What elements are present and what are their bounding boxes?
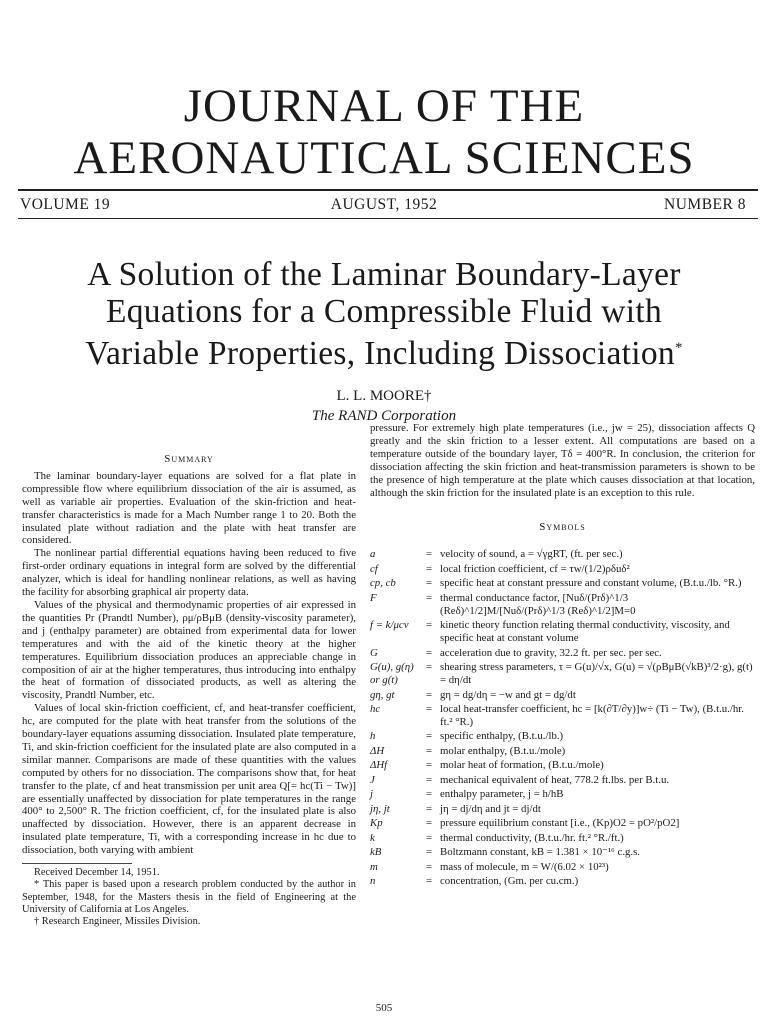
symbol-key: ΔH — [370, 744, 385, 757]
symbol-definition: acceleration due to gravity, 32.2 ft. per sec. per sec. — [440, 646, 662, 659]
symbol-equals: = — [425, 646, 433, 659]
symbol-row — [370, 861, 755, 874]
symbol-equals: = — [425, 730, 433, 743]
footnote-dagger: † Research Engineer, Missiles Division. — [34, 916, 201, 928]
symbol-row — [370, 619, 755, 645]
footnote-received: Received December 14, 1951. — [34, 867, 160, 879]
article-title-line3: Variable Properties, Including Dissociation — [85, 335, 675, 373]
symbol-equals: = — [425, 703, 433, 716]
article-title-line2: Equations for a Compressible Fluid with — [105, 293, 663, 330]
symbol-equals: = — [425, 577, 433, 590]
symbol-equals: = — [425, 846, 433, 859]
symbol-equals: = — [425, 619, 433, 632]
author: L. L. MOORE† — [336, 388, 432, 404]
symbol-row — [370, 730, 755, 743]
symbol-equals: = — [425, 831, 433, 844]
summary-paragraph: The nonlinear partial differential equations having been reduced to five first-order ordinary equations in integral form are solved by the differential analyzer, which is ideal for handling nonlinear relations, as well as having the facility for absorbing graphical air property data. — [22, 547, 356, 599]
symbol-equals: = — [425, 860, 433, 873]
symbol-definition: pressure equilibrium constant [i.e., (Kp)O2 = pO²/pO2] — [440, 817, 680, 830]
symbol-equals: = — [425, 817, 433, 830]
right-column — [370, 422, 755, 890]
symbol-row — [370, 846, 755, 859]
symbol-key: ΔHf — [370, 759, 388, 772]
symbol-key: cp, cb — [370, 577, 396, 590]
footnote-star: * This paper is based upon a research problem conducted by the author in September, 1948, for the Masters thesis in the field of Engineering at the University of California at Los Angeles. — [22, 879, 356, 915]
symbol-row — [370, 817, 755, 830]
article-title — [0, 256, 768, 372]
symbol-key: n — [370, 875, 376, 888]
symbol-key: j — [370, 788, 373, 801]
issue-date: AUGUST, 1952 — [330, 196, 438, 213]
symbol-definition: Boltzmann constant, kB = 1.381 × 10⁻¹⁶ c.g.s. — [440, 846, 641, 859]
symbol-row — [370, 689, 755, 702]
journal-title — [0, 80, 768, 184]
symbol-definition: shearing stress parameters, τ = G(u)/√x, G(u) = √(ρBμB(√kB)³/2·g), g(t) = dη/dt — [440, 661, 753, 687]
symbol-equals: = — [425, 688, 433, 701]
symbol-equals: = — [425, 802, 433, 815]
symbol-definition: local heat-transfer coefficient, hc = [k(∂T/∂y)]w÷ (Ti − Tw), (B.t.u./hr. ft.² °R.) — [440, 703, 744, 728]
symbol-row — [370, 875, 755, 888]
symbol-row — [370, 803, 755, 816]
symbol-key: h — [370, 730, 376, 743]
symbol-key: k — [370, 831, 375, 844]
left-column — [22, 453, 356, 929]
summary-continuation: pressure. For extremely high plate temperatures (i.e., jw = 25), dissociation affects Q greatly and the skin friction to a lesser extent. All computations are based on a temperature outside of the boundary layer, Tδ = 400°R. In conclusion, the criterion for dissociation affecting the skin friction and heat-transmission parameters is shown to be the presence of high temperature at the plate which causes dissociation at that location, although the skin friction for the insulated plate is an exception to this rule. — [370, 422, 755, 499]
symbol-definition: kinetic theory function relating thermal conductivity, viscosity, and specific heat at constant volume — [440, 619, 730, 645]
symbol-equals: = — [425, 591, 433, 604]
symbol-definition: concentration, (Gm. per cu.cm.) — [440, 875, 579, 888]
symbol-definition: molar enthalpy, (B.t.u./mole) — [440, 744, 566, 757]
symbol-key: G — [370, 646, 378, 659]
symbol-key: G(u), g(η) or g(t) — [370, 661, 414, 687]
symbol-key: cf — [370, 562, 378, 575]
symbol-definition: thermal conductivity, (B.t.u./hr. ft.² °R./ft.) — [440, 831, 624, 844]
footnotes — [22, 863, 356, 928]
symbol-key: J — [370, 773, 375, 786]
symbols-heading: Symbols — [539, 521, 586, 534]
symbol-row — [370, 661, 755, 687]
symbols-list — [370, 548, 755, 888]
symbol-key: hc — [370, 703, 381, 716]
symbol-definition: jη = dj/dη and jt = dj/dt — [440, 802, 541, 815]
masthead-rule-bottom — [18, 218, 758, 219]
symbol-row — [370, 703, 755, 729]
symbol-equals: = — [425, 744, 433, 757]
summary-paragraph: The laminar boundary-layer equations are solved for a flat plate in compressible flow where equilibrium dissociation of the air is assumed, as well as variable air properties. Evaluation of the skin-friction and heat-transfer characteristics is made for a Mach Number range 1 to 20. Both the insulated plate without radiation and the plate with heat transfer are considered. — [22, 469, 356, 547]
symbol-row — [370, 563, 755, 576]
symbol-key: Kp — [370, 817, 383, 830]
symbol-key: gη, gt — [370, 688, 395, 701]
symbol-equals: = — [425, 562, 433, 575]
symbol-definition: molar heat of formation, (B.t.u./mole) — [440, 759, 604, 772]
symbol-row — [370, 592, 755, 618]
summary-paragraph: Values of the physical and thermodynamic properties of air expressed in the quantities Pr (Prandtl Number), ρμ/ρBμB (density-viscosity parameter), and j (enthalpy parameter) are obtained from experimental data for lower temperatures and with the aid of the kinetic theory at the higher temperatures. Equilibrium dissociation produces an appreciable change in composition of air at the higher temperatures, thus introducing into enthalpy the heat of formation of dissociated products, as well as altering the viscosity, Prandtl Number, etc. — [22, 598, 356, 702]
symbol-definition: velocity of sound, a = √γgRT, (ft. per sec.) — [440, 548, 623, 561]
symbol-equals: = — [425, 875, 433, 888]
summary-heading: Summary — [164, 453, 214, 465]
symbol-row — [370, 577, 755, 590]
symbol-row — [370, 774, 755, 787]
footnote-rule — [22, 863, 132, 864]
issue-number: NUMBER 8 — [664, 196, 746, 213]
symbol-equals: = — [425, 759, 433, 772]
symbol-definition: thermal conductance factor, [Nuδ/(Prδ)^1/3 (Reδ)^1/2]M/[Nuδ/(Prδ)^1/3 (Reδ)^1/2]M=0 — [440, 591, 636, 617]
symbol-definition: gη = dg/dη = −w and gt = dg/dt — [440, 688, 576, 701]
volume-label: VOLUME 19 — [20, 196, 111, 213]
symbol-definition: enthalpy parameter, j = h/hB — [440, 788, 564, 801]
affiliation: The RAND Corporation — [311, 408, 457, 424]
journal-title-line2: AERONAUTICAL SCIENCES — [73, 132, 695, 184]
masthead-rule-top — [18, 189, 758, 191]
symbol-key: F — [370, 591, 377, 604]
symbol-key: m — [370, 860, 378, 873]
symbol-key: f = k/μcv — [370, 619, 409, 632]
page-number: 505 — [375, 1002, 393, 1014]
symbol-key: kB — [370, 846, 382, 859]
symbol-row — [370, 647, 755, 660]
symbol-row — [370, 759, 755, 772]
symbol-equals: = — [425, 773, 433, 786]
symbol-definition: mechanical equivalent of heat, 778.2 ft.lbs. per B.t.u. — [440, 773, 670, 786]
symbol-equals: = — [425, 788, 433, 801]
symbol-row — [370, 745, 755, 758]
journal-title-line1: JOURNAL OF THE — [183, 80, 585, 132]
symbol-key: jη, jt — [370, 802, 390, 815]
summary-paragraph: Values of local skin-friction coefficient, cf, and heat-transfer coefficient, hc, are computed for the plate with heat transfer from the solutions of the boundary-layer equations assuming dissociation. Insulated plate temperature, Ti, and skin-friction coefficient for the insulated plate are also computed in a similar manner. Comparisons are made of these quantities with the values computed by others for no dissociation. The comparisons show that, for heat transfer to the plate, cf and heat transmission per unit area Q[= hc(Ti − Tw)] are essentially unaffected by dissociation for plate temperatures in the range 400° to 2,500° R. The friction coefficient, cf, for the insulated plate is also unaffected by dissociation. However, there is an apparent decrease in insulated plate temperature, Ti, with a corresponding increase in hc due to dissociation, both varying with ambient — [22, 702, 356, 857]
symbol-definition: local friction coefficient, cf = τw/(1/2)ρδuδ² — [440, 562, 630, 575]
symbol-definition: specific heat at constant pressure and constant volume, (B.t.u./lb. °R.) — [440, 577, 742, 590]
symbol-key: a — [370, 548, 376, 561]
title-footnote-mark: * — [674, 340, 683, 356]
symbol-definition: specific enthalpy, (B.t.u./lb.) — [440, 730, 564, 743]
symbol-equals: = — [425, 548, 433, 561]
symbol-equals: = — [425, 661, 433, 674]
symbol-row — [370, 788, 755, 801]
article-title-line1: A Solution of the Laminar Boundary-Layer — [87, 256, 681, 293]
symbol-row — [370, 548, 755, 561]
symbol-definition: mass of molecule, m = W/(6.02 × 10²³) — [440, 860, 609, 873]
symbol-row — [370, 832, 755, 845]
